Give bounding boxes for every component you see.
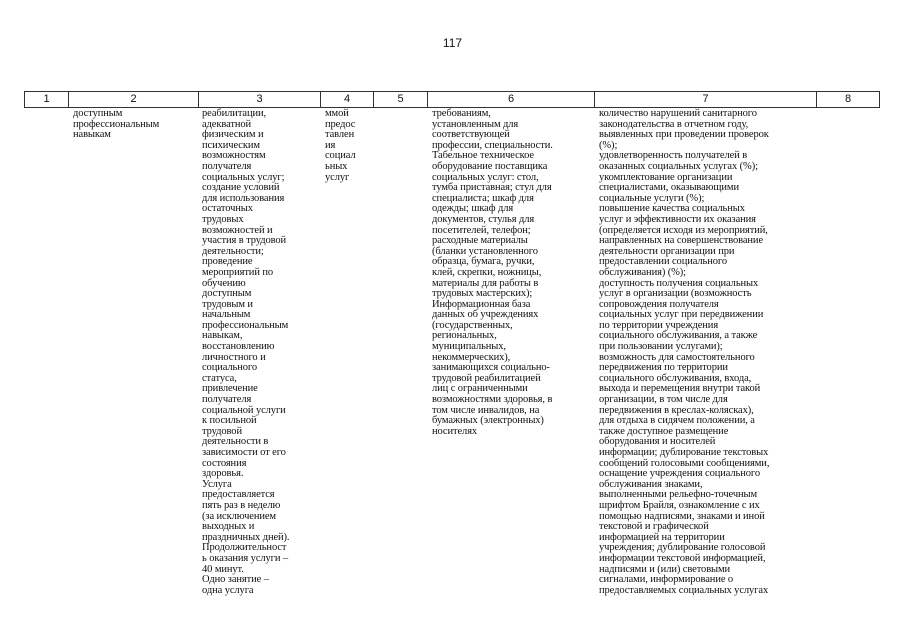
cell-col2-text: доступным профессиональным навыкам	[73, 108, 160, 141]
column-header-6: 6	[427, 91, 595, 108]
column-header-3: 3	[198, 91, 321, 108]
column-header-5: 5	[373, 91, 428, 108]
cell-col4-text: ммой предос тавлен ия социал ьных услуг	[325, 108, 356, 183]
page-number: 117	[442, 36, 463, 50]
column-header-7: 7	[594, 91, 817, 108]
column-header-1: 1	[24, 91, 69, 108]
cell-col7-text: количество нарушений санитарного законодательства в отчетном году, выявленных при проведении проверок (%); удовлетворенность получателей в оказанных социальных услугах (%); укомплектование организации специалистами, оказывающими социальные услуги (%); повышение качества социальных услуг и эффективности их оказания (определяется исходя из мероприятий, направленных на совершенствование деятельности организации при предоставлении социального обслуживания) (%); доступность получения социальных услуг в организации (возможность сопровождения получателя социальных услуг при передвижении по территории учреждения социального обслуживания, а также при пользовании услугами); возможность для самостоятельного передвижения по территории социального обслуживания, входа, выхода и перемещения внутри такой организации, в том числе для передвижения в креслах-колясках), для отдыха в сидячем положении, а также доступное размещение оборудования и носителей информации; дублирование текстовых сообщений голосовыми сообщениями, оснащение учреждения социального обслуживания знаками, выполненными рельефно-точечным шрифтом Брайля, ознакомление с их помощью надписями, знаками и иной текстовой и графической информацией на территории учреждения; дублирование голосовой информации текстовой информацией, надписями и (или) световыми сигналами, информирование о предоставляемых социальных услугах	[599, 108, 770, 596]
cell-col3-text: реабилитации, адекватной физическим и психическим возможностям получателя социальных услуг; создание условий для использования остаточных трудовых возможностей и участия в трудовой деятельности; проведение мероприятий по обучению доступным трудовым и начальным профессиональным навыкам, восстановлению личностного и социального статуса, привлечение получателя социальной услуги к посильной трудовой деятельности в зависимости от его состояния здоровья. Услуга предоставляется пять раз в неделю (за исключением выходных и праздничных дней). Продолжительност ь оказания услуги – 40 минут. Одно занятие – одна услуга	[202, 108, 290, 596]
cell-col6-text: требованиям, установленным для соответствующей профессии, специальности. Табельное техническое оборудование поставщика социальных услуг: стол, тумба приставная; стул для специалиста; шкаф для одежды; шкаф для документов, стулья для посетителей, телефон; расходные материалы (бланки установленного образца, бумага, ручки, клей, скрепки, ножницы, материалы для работы в трудовых мастерских); Информационная база данных об учреждениях (государственных, региональных, муниципальных, некоммерческих), занимающихся социально- трудовой реабилитацией лиц с ограниченными возможностями здоровья, в том числе инвалидов, на бумажных (электронных) носителях	[432, 108, 553, 437]
column-header-8: 8	[816, 91, 880, 108]
column-header-2: 2	[68, 91, 199, 108]
column-header-4: 4	[320, 91, 374, 108]
